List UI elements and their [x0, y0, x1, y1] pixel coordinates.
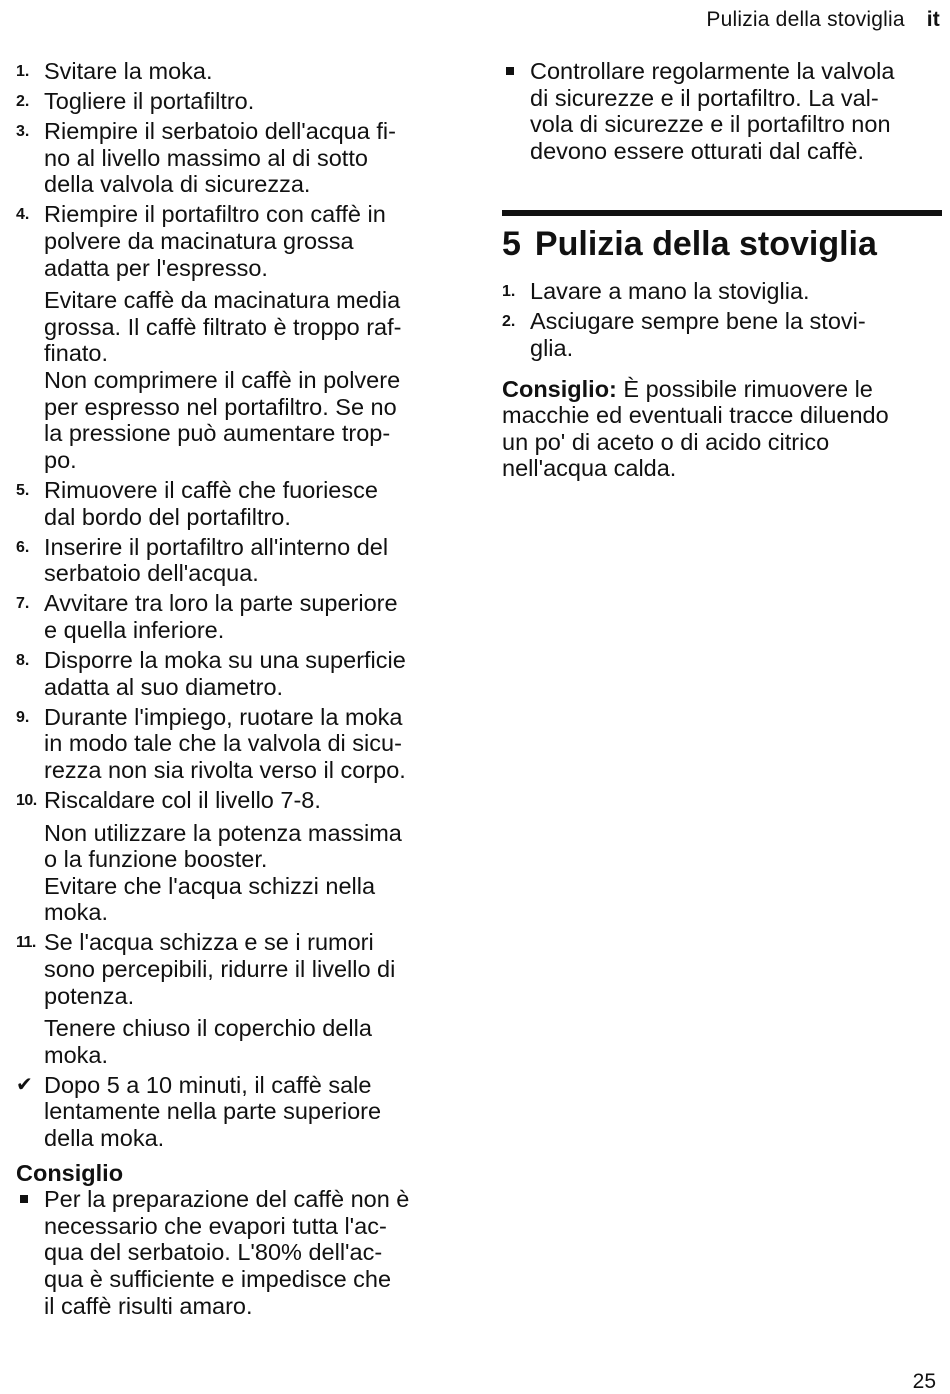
step-text — [44, 58, 456, 85]
section-heading — [502, 224, 942, 264]
text-line: Riempire il portafiltro con caffè in — [44, 201, 386, 228]
text-line: po. — [44, 446, 77, 473]
step-number: 8. — [16, 651, 30, 669]
step-item — [16, 118, 456, 198]
text-line: Avvitare tra loro la parte superiore — [44, 590, 398, 617]
text-line: per espresso nel portafiltro. Se no — [44, 393, 397, 420]
text-line: di sicurezze e il portafiltro. La val- — [530, 84, 879, 111]
text-line: Riempire il serbatoio dell'acqua fi- — [44, 118, 396, 145]
step-number: 11. — [16, 934, 36, 952]
text-line: adatta per l'espresso. — [44, 254, 268, 281]
text-line: lentamente nella parte superiore — [44, 1098, 382, 1125]
text-line: un po' di aceto o di acido citrico — [502, 428, 830, 455]
text-line: Tenere chiuso il coperchio della — [44, 1015, 372, 1042]
text-line: Asciugare sempre bene la stovi- — [530, 308, 866, 335]
text-line: Svitare la moka. — [44, 58, 213, 84]
step-text — [44, 929, 456, 1009]
header-language-code: it — [926, 8, 940, 31]
text-line: necessario che evapori tutta l'ac- — [44, 1212, 387, 1239]
text-line: Non utilizzare la potenza massima — [44, 819, 402, 846]
result-item — [16, 1072, 456, 1152]
text-line: Disporre la moka su una superficie — [44, 646, 406, 673]
result-text — [44, 1072, 456, 1152]
text-line: nell'acqua calda. — [502, 455, 677, 482]
text-line: È possibile rimuovere le — [616, 375, 873, 402]
step-item — [502, 278, 942, 305]
text-line: no al livello massimo al di sotto — [44, 144, 368, 171]
text-line: Riscaldare col il livello 7-8. — [44, 786, 321, 813]
check-mark-icon: ✔ — [16, 1073, 33, 1096]
step-10-note — [16, 820, 456, 926]
text-line: macchie ed eventuali tracce diluendo — [502, 402, 889, 429]
step-text — [44, 534, 456, 587]
step-item — [16, 58, 456, 85]
steps-5-to-10 — [16, 477, 456, 814]
text-line: Per la preparazione del caffè non è — [44, 1186, 410, 1213]
step-number: 4. — [16, 206, 30, 224]
tip-label: Consiglio: — [502, 375, 617, 402]
text-line: polvere da macinatura grossa — [44, 228, 354, 255]
text-line: potenza. — [44, 982, 135, 1009]
text-line: e quella inferiore. — [44, 616, 225, 643]
section-number: 5 — [502, 225, 521, 264]
page-number: 25 — [912, 1370, 936, 1393]
text-line: Dopo 5 a 10 minuti, il caffè sale — [44, 1071, 372, 1098]
step-item — [16, 477, 456, 530]
tip-heading: Consiglio — [16, 1159, 124, 1186]
text-line: Inserire il portafiltro all'interno del — [44, 533, 389, 560]
step-text — [44, 118, 456, 198]
step-text — [44, 787, 456, 814]
text-line: rezza non sia rivolta verso il corpo. — [44, 756, 406, 783]
text-line: serbatoio dell'acqua. — [44, 560, 259, 587]
step-number: 2. — [16, 93, 30, 111]
safety-valve-bullet — [502, 58, 942, 164]
text-line: vola di sicurezze e il portafiltro non — [530, 111, 891, 138]
step-number: 6. — [16, 538, 30, 556]
right-column — [502, 58, 942, 482]
tip-bullet — [16, 1186, 456, 1319]
step-number: 2. — [502, 313, 516, 331]
step-text — [44, 88, 456, 115]
section-divider — [502, 210, 942, 216]
text-line: qua è sufficiente e impedisce che — [44, 1266, 392, 1293]
text-line: Togliere il portafiltro. — [44, 88, 255, 115]
step-number: 10. — [16, 791, 37, 809]
step-11 — [16, 929, 456, 1009]
step-text — [44, 477, 456, 530]
step-text — [44, 201, 456, 281]
step-item — [16, 88, 456, 115]
square-bullet-icon — [20, 1195, 28, 1203]
step-item — [16, 647, 456, 700]
step-number: 7. — [16, 595, 30, 613]
text-line: in modo tale che la valvola di sicu- — [44, 730, 402, 757]
step-item — [16, 704, 456, 784]
tip-bullet-text — [44, 1186, 456, 1319]
step-text — [530, 278, 942, 305]
running-header — [706, 8, 940, 32]
text-line: Non comprimere il caffè in polvere — [44, 367, 401, 394]
text-line: grossa. Il caffè filtrato è troppo raf- — [44, 313, 402, 340]
step-number: 5. — [16, 481, 30, 499]
step-text — [44, 704, 456, 784]
text-line: finato. — [44, 340, 109, 367]
step-number: 1. — [502, 283, 516, 301]
text-line: qua del serbatoio. L'80% dell'ac- — [44, 1239, 383, 1266]
text-line: Durante l'impiego, ruotare la moka — [44, 703, 403, 730]
text-line: dal bordo del portafiltro. — [44, 503, 291, 530]
text-line: devono essere otturati dal caffè. — [530, 137, 865, 164]
cleaning-steps — [502, 278, 942, 361]
step-4-note — [16, 287, 456, 473]
text-line: glia. — [530, 335, 574, 362]
text-line: Se l'acqua schizza e se i rumori — [44, 929, 374, 956]
step-number: 3. — [16, 123, 30, 141]
text-line: o la funzione booster. — [44, 846, 268, 873]
step-item — [16, 787, 456, 814]
section-title: Pulizia della stoviglia — [534, 225, 877, 264]
text-line: Rimuovere il caffè che fuoriesce — [44, 476, 378, 503]
text-line: Lavare a mano la stoviglia. — [530, 278, 810, 305]
step-number: 9. — [16, 708, 30, 726]
step-text — [44, 590, 456, 643]
step-item — [16, 201, 456, 281]
text-line: il caffè risulti amaro. — [44, 1292, 253, 1319]
text-line: moka. — [44, 899, 108, 926]
bullet-text — [530, 58, 942, 164]
text-line: Controllare regolarmente la valvola — [530, 58, 895, 84]
text-line: adatta al suo diametro. — [44, 673, 284, 700]
step-text — [530, 308, 942, 361]
step-item — [16, 590, 456, 643]
text-line: della valvola di sicurezza. — [44, 171, 311, 198]
text-line: la pressione può aumentare trop- — [44, 420, 391, 447]
step-item — [502, 308, 942, 361]
text-line: Evitare caffè da macinatura media — [44, 287, 401, 314]
step-text — [44, 647, 456, 700]
cleaning-tip — [502, 376, 942, 482]
step-item — [16, 534, 456, 587]
step-number: 1. — [16, 63, 30, 80]
step-11-note — [16, 1015, 456, 1068]
text-line: sono percepibili, ridurre il livello di — [44, 956, 396, 982]
header-section-title: Pulizia della stoviglia — [706, 8, 905, 31]
text-line: moka. — [44, 1041, 108, 1068]
steps-1-to-4 — [16, 58, 456, 281]
text-line: Evitare che l'acqua schizzi nella — [44, 872, 376, 899]
left-column — [16, 58, 456, 1319]
text-line: della moka. — [44, 1125, 165, 1152]
square-bullet-icon — [506, 67, 514, 75]
